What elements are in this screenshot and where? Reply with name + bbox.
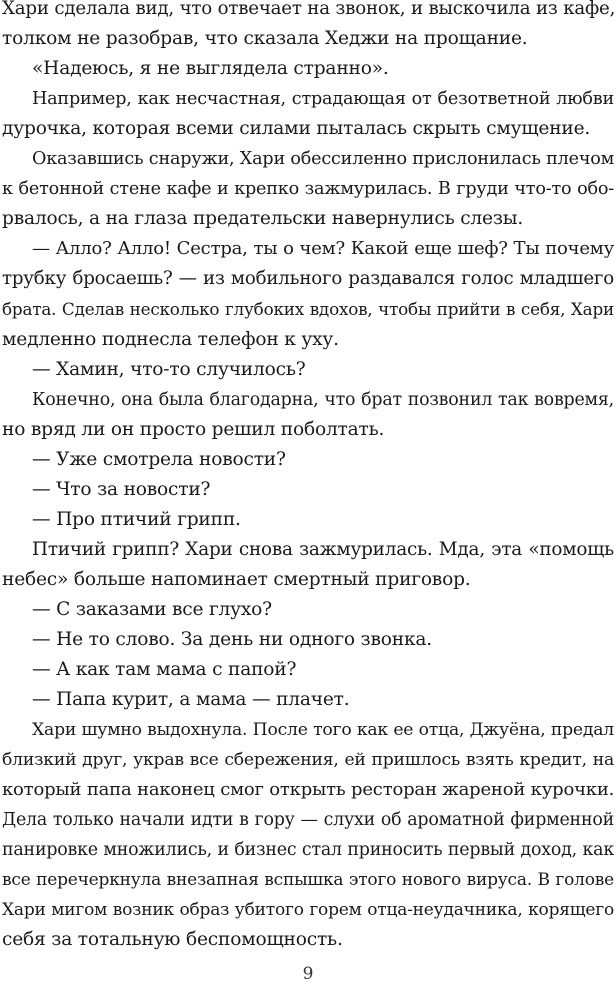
- text-line: Хари мигом возник образ убитого горем отца-неудачника, корящего: [2, 900, 614, 921]
- text-line: рвалось, а на глаза предательски навернулись слезы.: [2, 208, 524, 230]
- text-line: — Про птичий грипп.: [32, 508, 241, 530]
- text-line: Птичий грипп? Хари снова зажмурилась. Мда, эта «помощь: [32, 538, 614, 560]
- text-line: но вряд ли он просто решил поболтать.: [2, 418, 385, 440]
- body-text: [2, 0, 614, 956]
- text-line: Хари сделала вид, что отвечает на звонок, и выскочила из кафе,: [2, 0, 616, 19]
- text-line: Хари шумно выдохнула. После того как ее отца, Джуёна, предал: [32, 720, 614, 741]
- text-line: к бетонной стене кафе и крепко зажмурилась. В груди что-то обо-: [2, 179, 614, 200]
- text-line: брата. Сделав несколько глубоких вдохов, чтобы прийти в себя, Хари: [2, 299, 614, 320]
- text-line: трубку бросаешь? — из мобильного раздавался голос младшего: [2, 268, 614, 290]
- text-line: — Хамин, что-то случилось?: [32, 358, 306, 380]
- page-number: 9: [302, 964, 314, 984]
- text-line: «Надеюсь, я не выглядела странно».: [32, 58, 389, 80]
- text-line: — Не то слово. За день ни одного звонка.: [32, 628, 432, 650]
- text-line: — А как там мама с папой?: [32, 659, 297, 681]
- text-line: — Уже смотрела новости?: [32, 448, 286, 470]
- text-line: медленно поднесла телефон к уху.: [2, 328, 339, 350]
- text-line: — Что за новости?: [32, 478, 211, 500]
- text-line: Дела только начали идти в гору — слухи об ароматной фирменной: [2, 810, 614, 831]
- text-line: Оказавшись снаружи, Хари обессиленно прислонилась плечом: [32, 149, 615, 170]
- text-line: близкий друг, украв все сбережения, ей пришлось взять кредит, на: [2, 750, 614, 771]
- text-line: — Папа курит, а мама — плачет.: [32, 689, 350, 711]
- text-line: небес» больше напоминает смертный приговор.: [2, 568, 471, 590]
- text-line: дурочка, которая всеми силами пыталась скрыть смущение.: [2, 118, 591, 140]
- text-line: толком не разобрав, что сказала Хеджи на прощание.: [2, 28, 528, 50]
- text-line: Конечно, она была благодарна, что брат позвонил так вовремя,: [32, 389, 614, 410]
- text-line: все перечеркнула внезапная вспышка этого нового вируса. В голове: [2, 870, 614, 891]
- text-line: себя за тотальную беспомощность.: [2, 929, 343, 951]
- text-line: панировке множились, и бизнес стал приносить первый доход, как: [2, 840, 614, 861]
- text-line: — Алло? Алло! Сестра, ты о чем? Какой еще шеф? Ты почему: [32, 238, 614, 260]
- text-line: — С заказами все глухо?: [32, 598, 272, 620]
- text-line: Например, как несчастная, страдающая от безответной любви: [32, 89, 614, 110]
- text-line: который папа наконец смог открыть ресторан жареной курочки.: [2, 779, 615, 801]
